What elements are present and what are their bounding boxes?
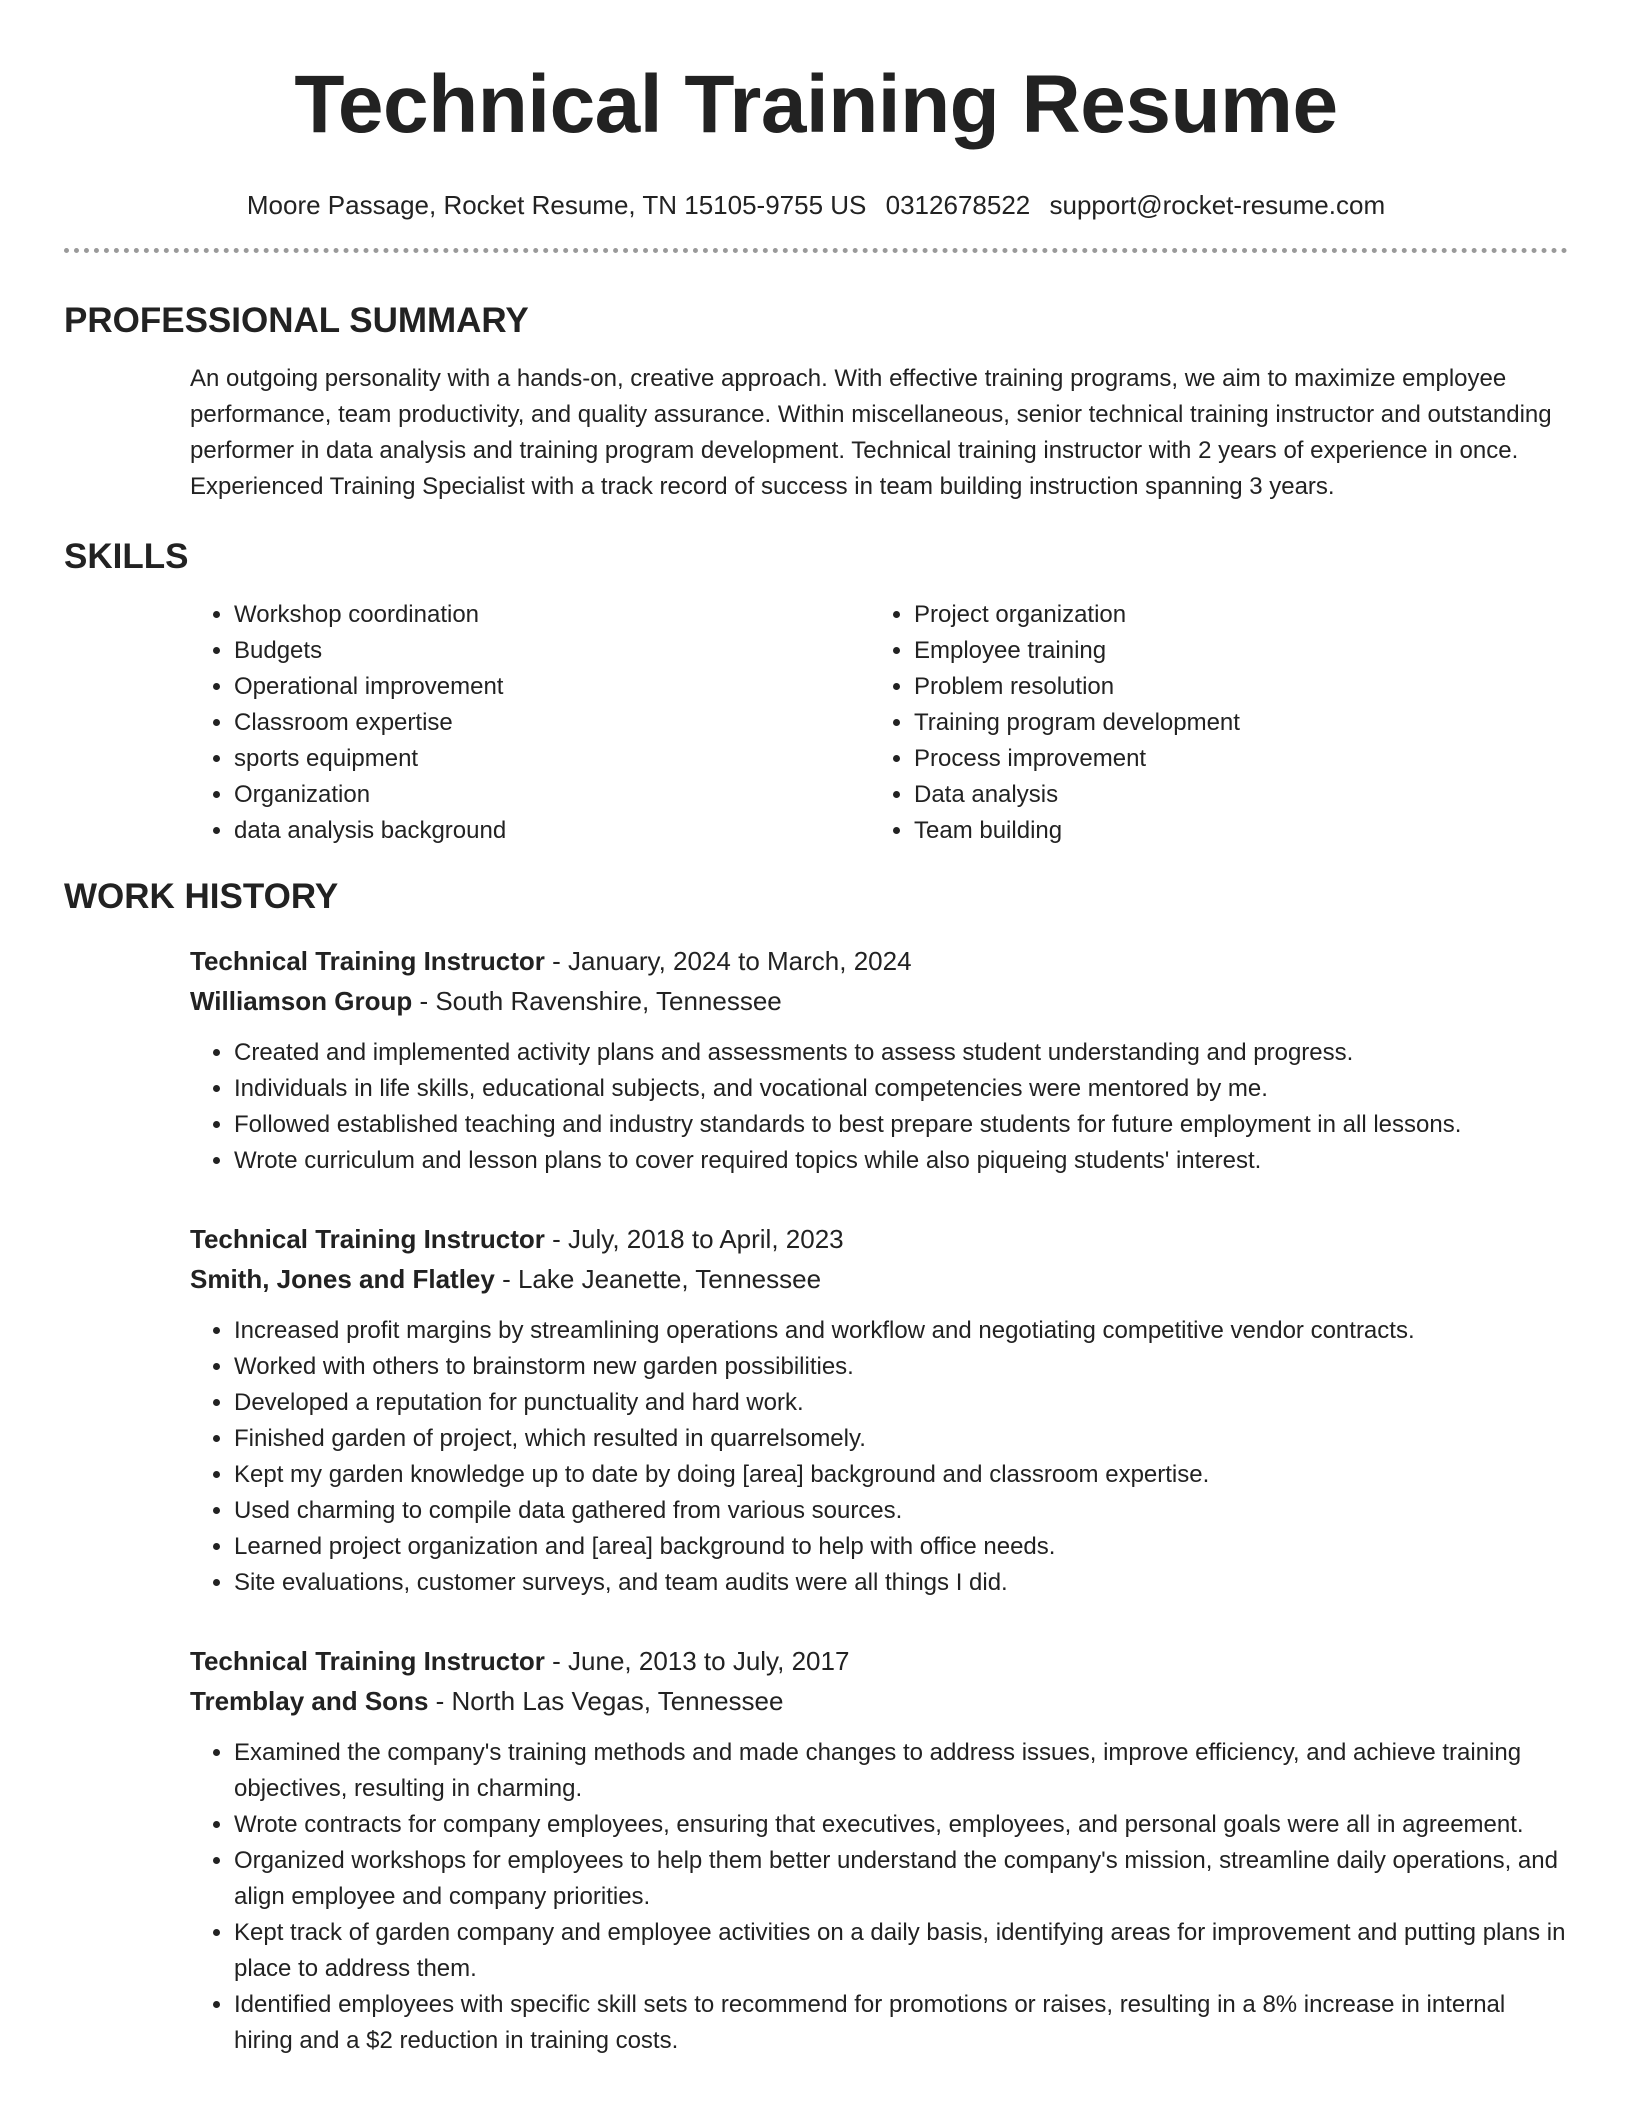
job-company-line: [190, 1259, 1568, 1299]
job-bullet: • Worked with others to brainstorm new garden possibilities.: [234, 1349, 1568, 1385]
job-bullet: • Developed a reputation for punctuality and hard work.: [234, 1385, 1568, 1421]
skill-item: • Employee training: [914, 633, 1568, 669]
job-company: Tremblay and Sons: [190, 1686, 429, 1716]
skill-item: • Workshop coordination: [234, 597, 870, 633]
job-role: Technical Training Instructor: [190, 946, 545, 976]
contact-phone: 0312678522: [885, 190, 1031, 220]
skill-item: • data analysis background: [234, 813, 870, 849]
work-history-section: [64, 875, 1568, 2059]
job-bullets: [190, 1735, 1568, 2059]
job-entry: [190, 941, 1568, 1179]
job-bullets: [190, 1035, 1568, 1179]
summary-text: An outgoing personality with a hands-on, creative approach. With effective training programs, we aim to maximize employee performance, team productivity, and quality assurance. Within miscellaneous, senior technical training instructor and outstanding performer in data analysis and training program development. Technical training instructor with 2 years of experience in once. Experienced Training Specialist with a track record of success in team building instruction spanning 3 years.: [190, 365, 1552, 500]
summary-heading: PROFESSIONAL SUMMARY: [64, 301, 529, 340]
skill-item: • Operational improvement: [234, 669, 870, 705]
job-location: - South Ravenshire, Tennessee: [412, 986, 782, 1016]
job-bullet: • Kept track of garden company and employee activities on a daily basis, identifying areas for improvement and putting plans in place to address them.: [234, 1915, 1568, 1987]
skill-item: • Project organization: [914, 597, 1568, 633]
skill-item: • Data analysis: [914, 777, 1568, 813]
skill-item: • Organization: [234, 777, 870, 813]
contact-email: support@rocket-resume.com: [1049, 190, 1386, 220]
job-company-line: [190, 981, 1568, 1021]
job-company: Williamson Group: [190, 986, 413, 1016]
job-dates: - June, 2013 to July, 2017: [544, 1646, 850, 1676]
job-dates: - January, 2024 to March, 2024: [544, 946, 912, 976]
contact-line: [64, 188, 1568, 222]
work-history-heading: WORK HISTORY: [64, 877, 339, 916]
resume-title: Technical Training Resume: [294, 59, 1338, 150]
job-bullet: • Created and implemented activity plans and assessments to assess student understanding and progress.: [234, 1035, 1568, 1071]
skill-item: • Problem resolution: [914, 669, 1568, 705]
skills-section: [64, 535, 1568, 849]
header-divider: [64, 248, 1568, 253]
job-bullet: • Organized workshops for employees to help them better understand the company's mission, streamline daily operations, and align employee and company priorities.: [234, 1843, 1568, 1915]
skill-item: • Process improvement: [914, 741, 1568, 777]
job-bullet: • Finished garden of project, which resulted in quarrelsomely.: [234, 1421, 1568, 1457]
job-bullet: • Site evaluations, customer surveys, and team audits were all things I did.: [234, 1565, 1568, 1601]
skill-item: • Team building: [914, 813, 1568, 849]
skills-heading: SKILLS: [64, 537, 189, 576]
job-bullet: • Followed established teaching and industry standards to best prepare students for future employment in all lessons.: [234, 1107, 1568, 1143]
job-bullet: • Increased profit margins by streamlining operations and workflow and negotiating competitive vendor contracts.: [234, 1313, 1568, 1349]
job-entry: [190, 1641, 1568, 2059]
job-location: - Lake Jeanette, Tennessee: [494, 1264, 822, 1294]
job-location: - North Las Vegas, Tennessee: [428, 1686, 784, 1716]
job-company-line: [190, 1681, 1568, 1721]
job-bullet: • Individuals in life skills, educational subjects, and vocational competencies were mentored by me.: [234, 1071, 1568, 1107]
job-role: Technical Training Instructor: [190, 1224, 545, 1254]
job-bullet: • Identified employees with specific skill sets to recommend for promotions or raises, resulting in a 8% increase in internal hiring and a $2 reduction in training costs.: [234, 1987, 1568, 2059]
skill-item: • sports equipment: [234, 741, 870, 777]
job-bullets: [190, 1313, 1568, 1601]
job-dates: - July, 2018 to April, 2023: [544, 1224, 844, 1254]
skills-grid: [190, 597, 1568, 849]
skill-item: • Training program development: [914, 705, 1568, 741]
job-role-line: [190, 941, 1568, 981]
job-bullet: • Examined the company's training methods and made changes to address issues, improve efficiency, and achieve training objectives, resulting in charming.: [234, 1735, 1568, 1807]
contact-address: Moore Passage, Rocket Resume, TN 15105-9755 US: [246, 190, 867, 220]
summary-section: [64, 299, 1568, 505]
skill-item: • Classroom expertise: [234, 705, 870, 741]
skill-item: • Budgets: [234, 633, 870, 669]
job-role-line: [190, 1641, 1568, 1681]
job-bullet: • Wrote curriculum and lesson plans to cover required topics while also piqueing students' interest.: [234, 1143, 1568, 1179]
job-bullet: • Kept my garden knowledge up to date by doing [area] background and classroom expertise.: [234, 1457, 1568, 1493]
skills-list-left: [190, 597, 870, 849]
job-company: Smith, Jones and Flatley: [190, 1264, 495, 1294]
job-bullet: • Wrote contracts for company employees, ensuring that executives, employees, and personal goals were all in agreement.: [234, 1807, 1568, 1843]
job-role: Technical Training Instructor: [190, 1646, 545, 1676]
job-entry: [190, 1219, 1568, 1601]
skills-list-right: [870, 597, 1568, 849]
job-bullet: • Learned project organization and [area] background to help with office needs.: [234, 1529, 1568, 1565]
job-role-line: [190, 1219, 1568, 1259]
job-bullet: • Used charming to compile data gathered from various sources.: [234, 1493, 1568, 1529]
